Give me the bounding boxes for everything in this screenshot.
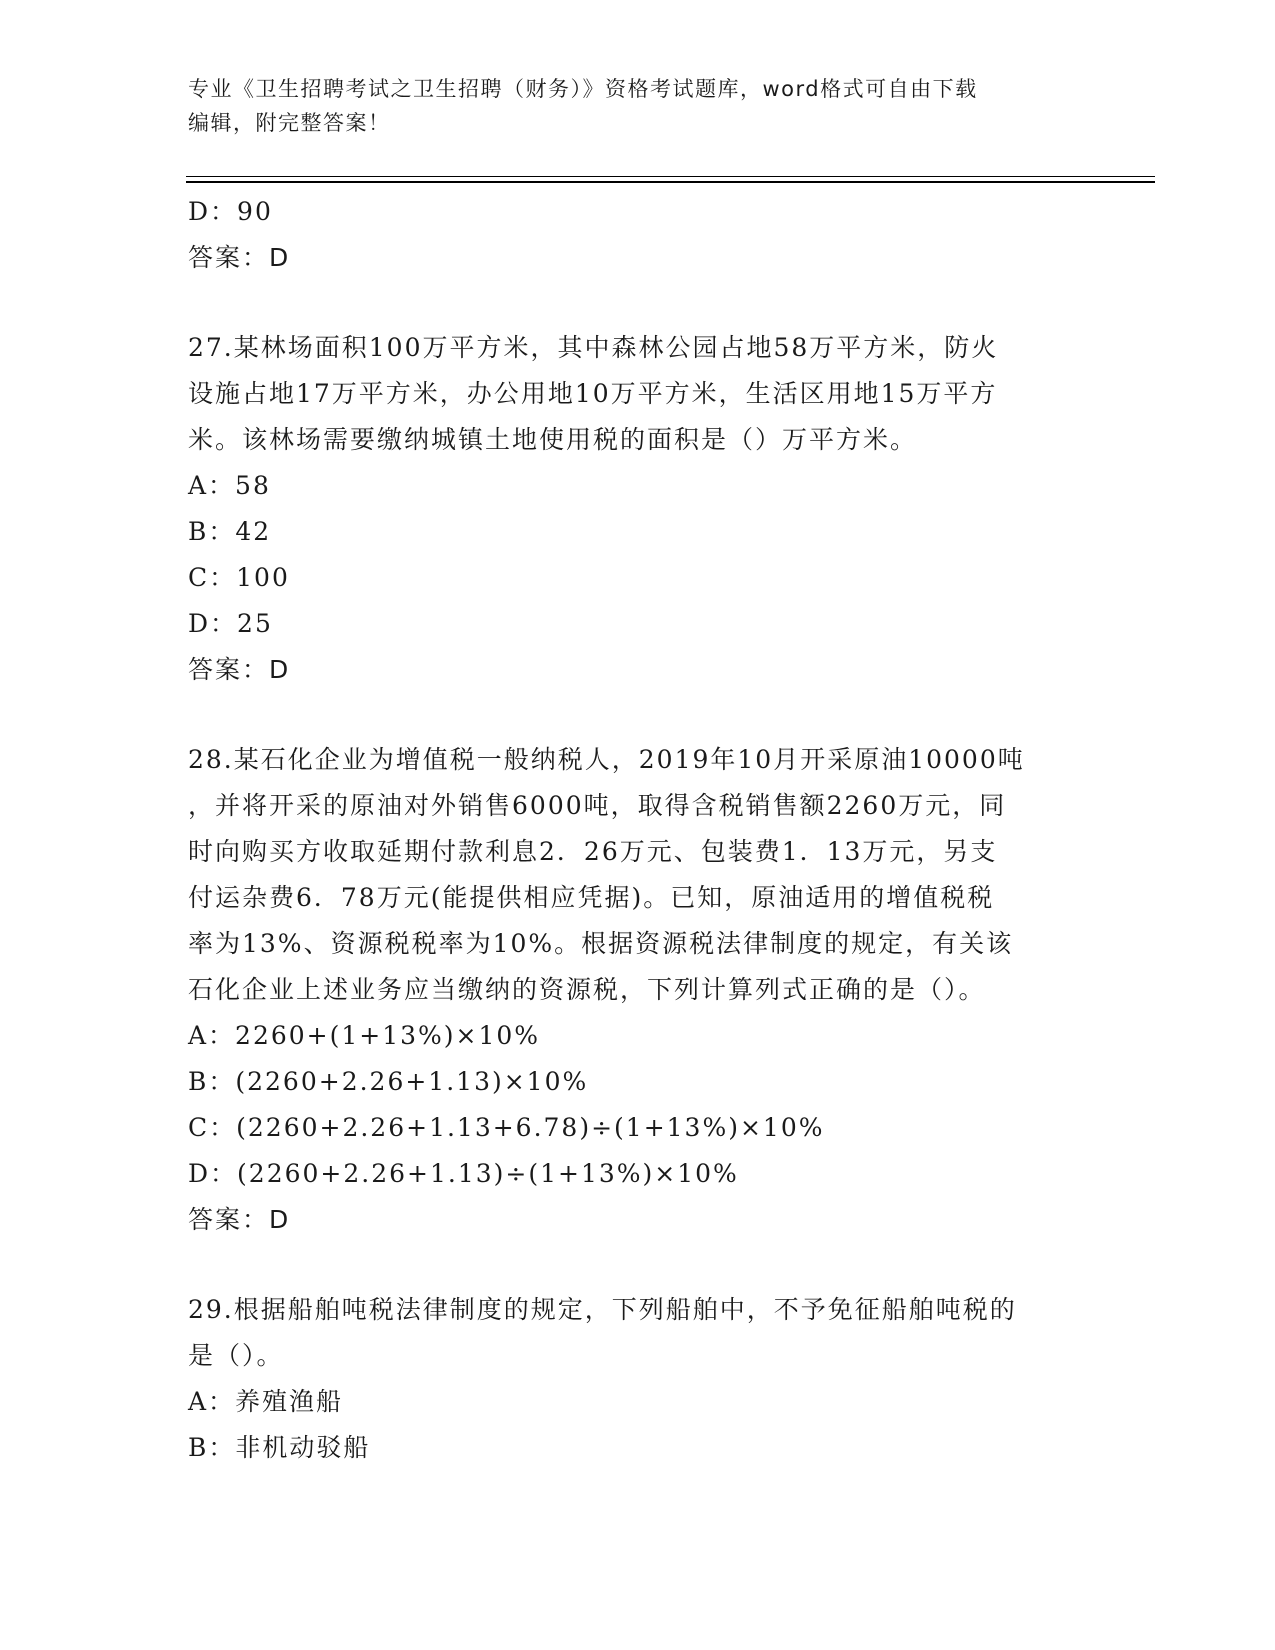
question-stem-line: 米。该林场需要缴纳城镇土地使用税的面积是（）万平方米。: [188, 425, 918, 454]
question-stem-line: 石化企业上述业务应当缴纳的资源税，下列计算列式正确的是（）。: [188, 975, 986, 1004]
question-stem-line: 时向购买方收取延期付款利息2．26万元、包装费1．13万元，另支: [188, 837, 998, 866]
header-line: 编辑，附完整答案！: [188, 111, 391, 135]
option-d: D：90: [188, 197, 273, 226]
header-line: 专业《卫生招聘考试之卫生招聘（财务）》资格考试题库，word格式可自由下载: [188, 77, 978, 101]
question-stem-line: 设施占地17万平方米，办公用地10万平方米，生活区用地15万平方: [188, 379, 998, 408]
question-stem-line: 29.根据船舶吨税法律制度的规定，下列船舶中，不予免征船舶吨税的: [188, 1295, 1017, 1324]
option-b: B：非机动驳船: [188, 1433, 371, 1462]
question-stem-line: 率为13%、资源税税率为10%。根据资源税法律制度的规定，有关该: [188, 929, 1014, 958]
option-a: A：养殖渔船: [188, 1387, 344, 1416]
question-list: [188, 189, 1088, 1471]
option-c: C：100: [188, 563, 290, 592]
question-stem-line: ，并将开采的原油对外销售6000吨，取得含税销售额2260万元，同: [188, 791, 1007, 820]
answer: 答案：D: [188, 1205, 291, 1234]
question-stem-line: 是（）。: [188, 1341, 284, 1370]
question-stem-line: 28.某石化企业为增值税一般纳税人，2019年10月开采原油10000吨: [188, 745, 1025, 774]
option-b: B：(2260+2.26+1.13)×10%: [188, 1067, 589, 1096]
option-c: C：(2260+2.26+1.13+6.78)÷(1+13%)×10%: [188, 1113, 825, 1142]
answer: 答案：D: [188, 243, 291, 272]
question-28: [188, 737, 1088, 1243]
question-stem-line: 27.某林场面积100万平方米，其中森林公园占地58万平方米，防火: [188, 333, 999, 362]
question-26-tail: [188, 189, 1088, 281]
question-stem-line: 付运杂费6．78万元(能提供相应凭据)。已知，原油适用的增值税税: [188, 883, 995, 912]
page-header: [188, 72, 1068, 140]
answer: 答案：D: [188, 655, 291, 684]
option-a: A：58: [188, 471, 271, 500]
option-d: D：25: [188, 609, 273, 638]
option-d: D：(2260+2.26+1.13)÷(1+13%)×10%: [188, 1159, 739, 1188]
option-b: B：42: [188, 517, 272, 546]
header-divider-thick: [186, 181, 1155, 183]
header-divider: [186, 176, 1155, 177]
option-a: A：2260+(1+13%)×10%: [188, 1021, 541, 1050]
question-29: [188, 1287, 1088, 1471]
question-27: [188, 325, 1088, 693]
